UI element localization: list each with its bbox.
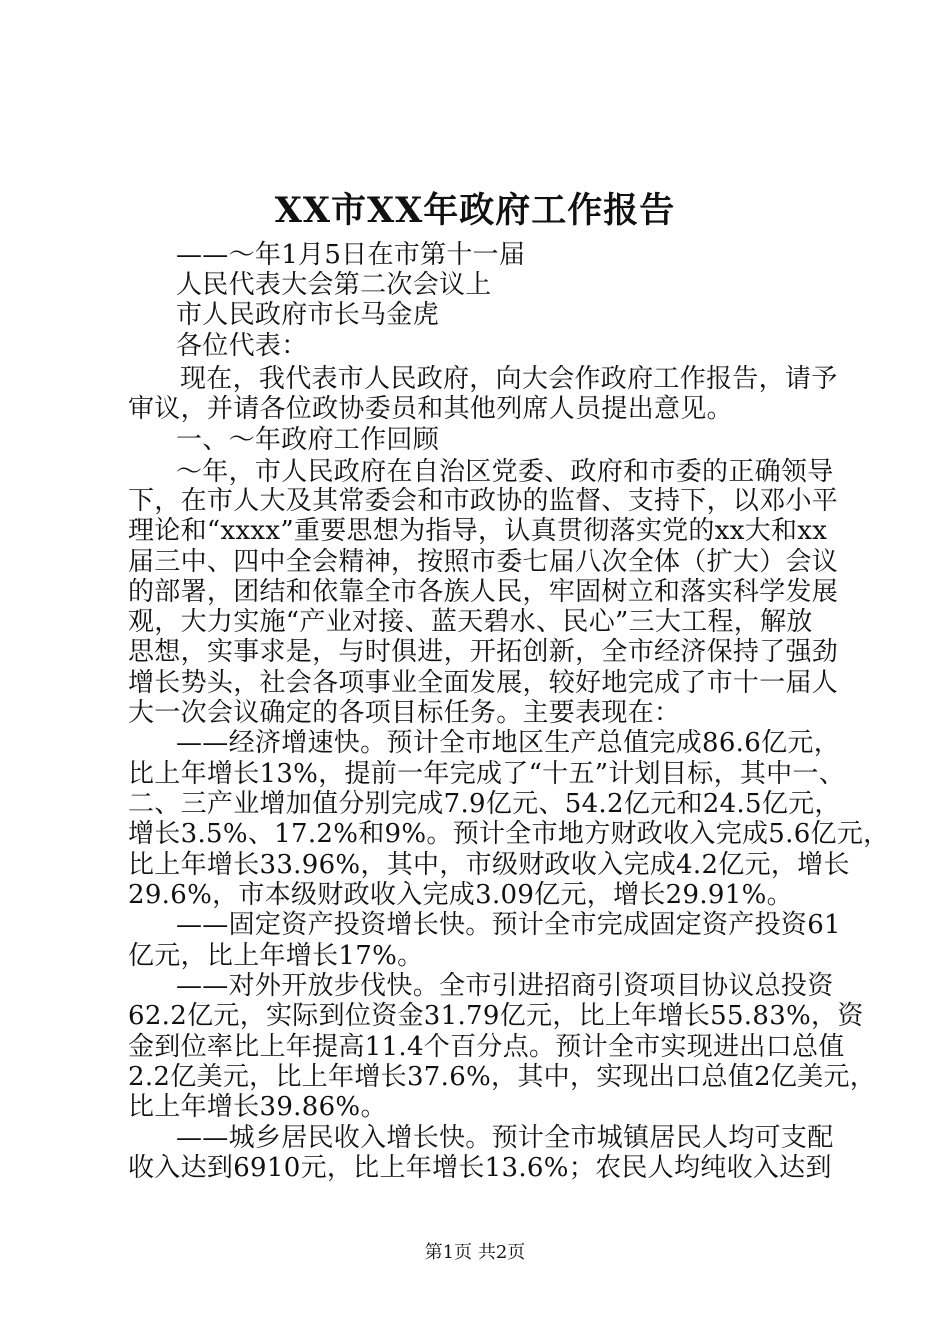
body-line: 比上年增长39.86%。 [128,1092,387,1122]
body-line: 2.2亿美元，比上年增长37.6%，其中，实现出口总值2亿美元， [128,1062,877,1092]
body-line: 思想，实事求是，与时俱进，开拓创新，全市经济保持了强劲 [128,637,839,667]
body-line: 62.2亿元，实际到位资金31.79亿元，比上年增长55.83%，资 [128,1001,864,1031]
body-line: 收入达到6910元，比上年增长13.6%；农民人均纯收入达到 [128,1153,832,1183]
body-line: 大一次会议确定的各项目标任务。主要表现在： [128,698,681,728]
section-heading: 一、～年政府工作回顾 [176,425,440,455]
body-line: 现在，我代表市人民政府，向大会作政府工作报告，请予 [180,364,838,394]
body-line: 比上年增长13%，提前一年完成了“十五”计划目标，其中一、 [128,759,846,789]
document-title: XX市XX年政府工作报告 [274,190,676,231]
body-line: ——对外开放步伐快。全市引进招商引资项目协议总投资 [176,971,834,1001]
body-line: 增长势头，社会各项事业全面发展，较好地完成了市十一届人 [128,668,839,698]
body-line: 29.6%，市本级财政收入完成3.09亿元，增长29.91%。 [128,880,793,910]
body-line: ——经济增速快。预计全市地区生产总值完成86.6亿元， [176,728,840,758]
body-line: 理论和“xxxx”重要思想为指导，认真贯彻落实党的xx大和xx [128,516,828,546]
body-line: 届三中、四中全会精神，按照市委七届八次全体（扩大）会议 [128,547,839,577]
body-line: 金到位率比上年提高11.4个百分点。预计全市实现进出口总值 [128,1032,845,1062]
body-line: 观，大力实施“产业对接、蓝天碧水、民心”三大工程，解放 [128,607,813,637]
body-line: 的部署，团结和依靠全市各族人民，牢固树立和落实科学发展 [128,577,839,607]
body-line: 二、三产业增加值分别完成7.9亿元、54.2亿元和24.5亿元， [128,789,841,819]
body-line: ——城乡居民收入增长快。预计全市城镇居民人均可支配 [176,1123,834,1153]
body-line: 增长3.5%、17.2%和9%。预计全市地方财政收入完成5.6亿元， [128,819,890,849]
body-line: 下，在市人大及其常委会和市政协的监督、支持下，以邓小平 [128,486,839,516]
page-number-footer: 第1页 共2页 [424,1242,526,1263]
author-line: 市人民政府市长马金虎 [176,300,440,330]
body-line: ～年，市人民政府在自治区党委、政府和市委的正确领导 [176,457,834,487]
salutation-line: 各位代表： [176,331,308,361]
subtitle-line: 人民代表大会第二次会议上 [176,270,492,300]
body-line: 亿元，比上年增长17%。 [128,941,424,971]
subtitle-line: ——～年1月5日在市第十一届 [176,240,526,270]
body-line: ——固定资产投资增长快。预计全市完成固定资产投资61 [176,910,841,940]
body-line: 比上年增长33.96%，其中，市级财政收入完成4.2亿元，增长 [128,850,850,880]
body-line: 审议，并请各位政协委员和其他列席人员提出意见。 [128,394,733,424]
